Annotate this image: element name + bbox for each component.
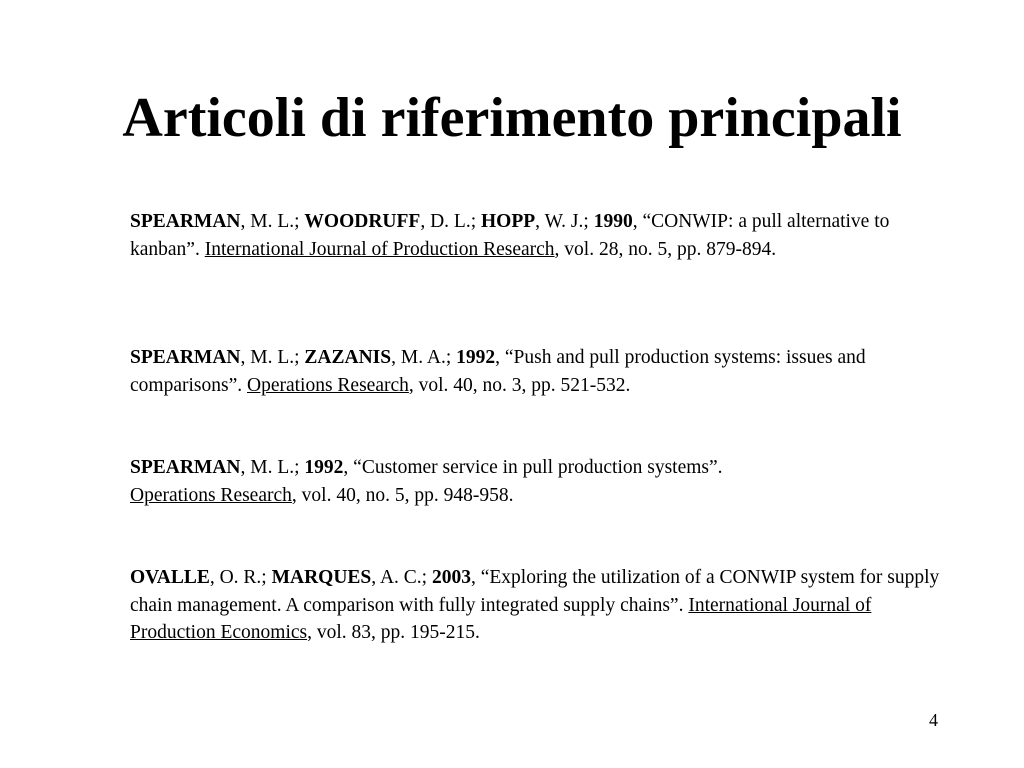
author-2: ZAZANIS	[304, 347, 392, 368]
reference-details: , vol. 40, no. 3, pp. 521-532.	[408, 374, 631, 396]
author-initials-2: , M. A.;	[391, 347, 457, 368]
reference-4	[130, 564, 940, 647]
reference-title: “Exploring the utilization of a CONWIP system for supply chain management. A comparison with fully integrated supply chains”.	[130, 567, 940, 616]
reference-year: 2003	[431, 567, 471, 588]
reference-1	[130, 208, 940, 263]
year-separator: ,	[495, 347, 505, 368]
author-initials-1: , O. R.;	[209, 567, 272, 588]
reference-year: 1992	[304, 457, 344, 478]
year-separator: ,	[632, 211, 643, 232]
page-number: 4	[929, 710, 938, 730]
author-initials-1: , M. L.;	[240, 347, 305, 368]
author-1: SPEARMAN	[130, 211, 241, 232]
journal-name: Operations Research	[246, 374, 409, 396]
author-initials-2: , D. L.;	[420, 211, 481, 232]
author-3: HOPP	[481, 211, 536, 232]
reference-2	[130, 344, 940, 399]
author-initials-2: , A. C.;	[371, 567, 432, 588]
reference-title: “Push and pull production systems: issues and comparisons”.	[130, 347, 866, 396]
journal-name: International Journal of Production Research	[204, 238, 555, 260]
author-initials-1: , M. L.;	[240, 211, 305, 232]
journal-name: Operations Research	[130, 484, 292, 506]
reference-title: “CONWIP: a pull alternative to kanban”.	[130, 211, 890, 260]
reference-title: “Customer service in pull production systems”.	[353, 457, 723, 478]
author-1: SPEARMAN	[130, 347, 241, 368]
reference-year: 1992	[456, 347, 496, 368]
reference-details: , vol. 83, pp. 195-215.	[307, 622, 480, 643]
slide-title: Articoli di riferimento principali	[122, 87, 902, 149]
reference-3	[130, 454, 940, 509]
reference-year: 1990	[593, 211, 633, 232]
author-1: OVALLE	[130, 567, 210, 588]
year-separator: ,	[343, 457, 354, 478]
reference-details: , vol. 40, no. 5, pp. 948-958.	[291, 484, 514, 506]
author-2: MARQUES	[271, 567, 372, 588]
reference-details: , vol. 28, no. 5, pp. 879-894.	[554, 238, 777, 260]
author-1: SPEARMAN	[130, 457, 241, 478]
journal-name: International Journal of Production Economics	[130, 594, 872, 643]
author-initials-3: , W. J.;	[535, 211, 594, 232]
year-separator: ,	[470, 567, 481, 588]
author-2: WOODRUFF	[304, 211, 421, 232]
author-initials-1: , M. L.;	[240, 457, 305, 478]
